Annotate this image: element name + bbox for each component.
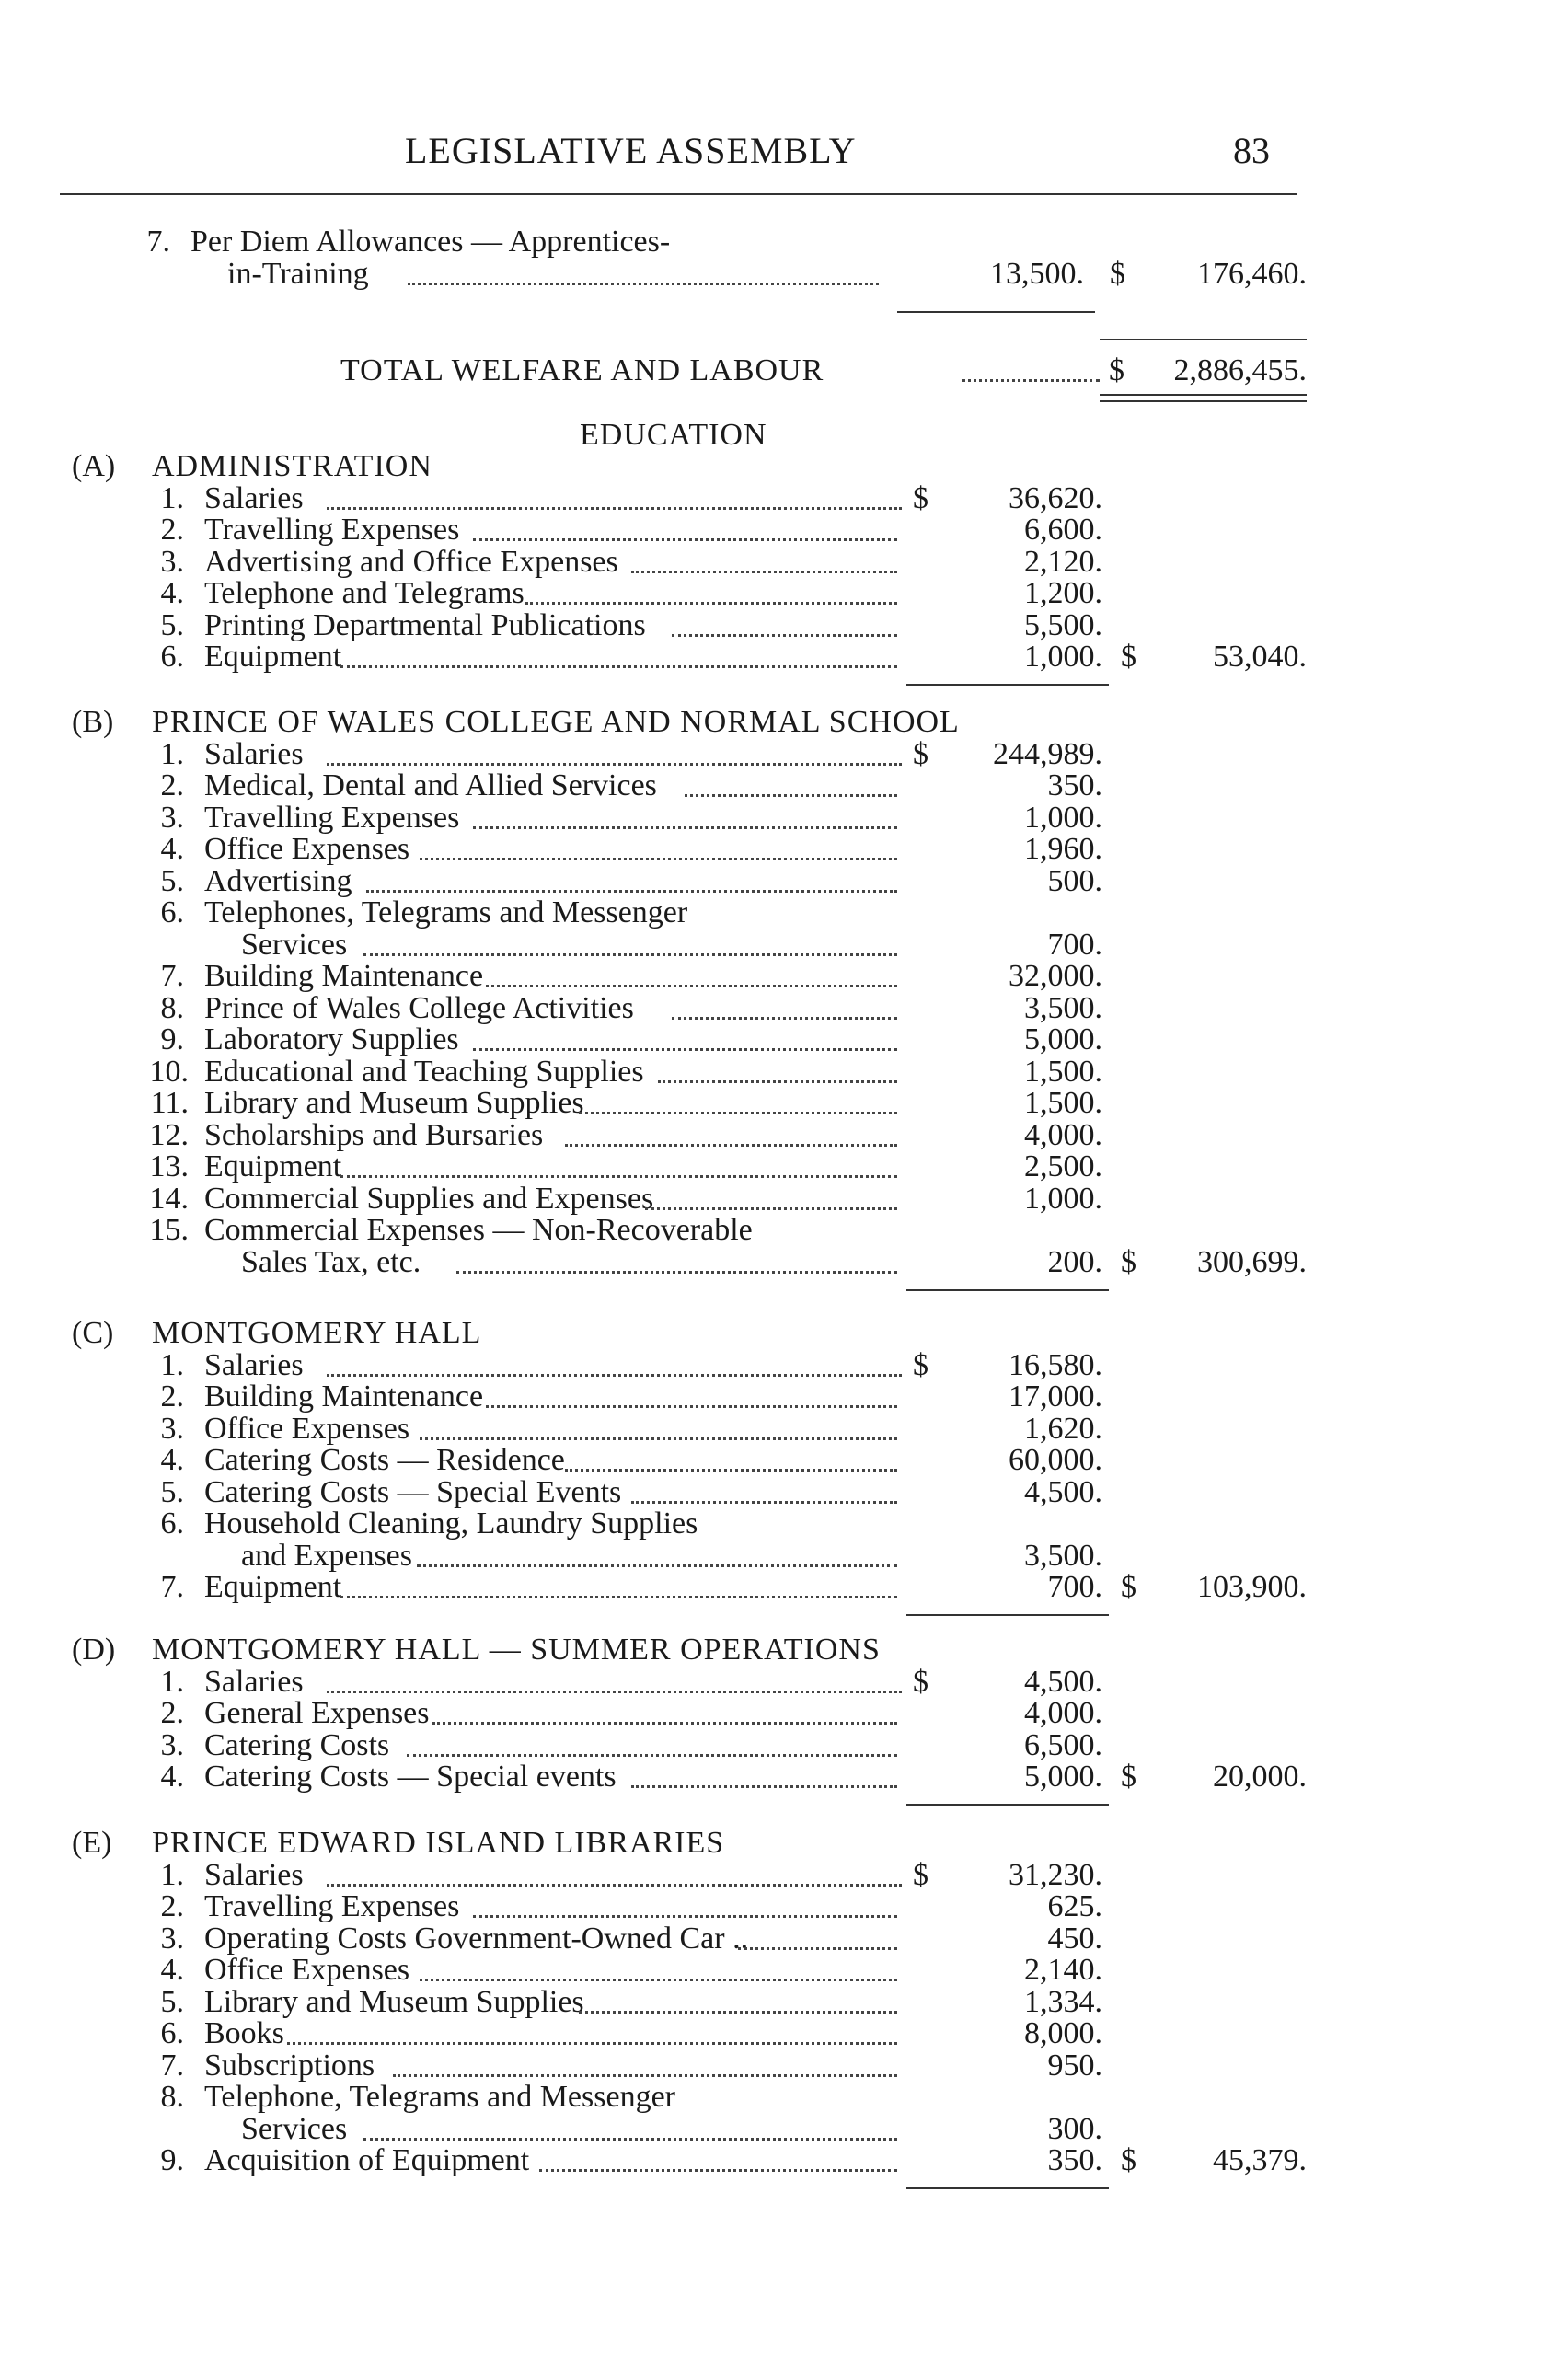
section-total: 45,379. [1213, 2143, 1307, 2177]
item-label: Office Expenses [204, 832, 410, 866]
dot-leader [486, 1405, 897, 1408]
item-amount: 350. [1047, 2143, 1102, 2177]
item-number: 6. [160, 640, 184, 674]
item-label: Travelling Expenses [204, 1889, 460, 1923]
item-number: 6. [160, 1506, 184, 1541]
item-amount: 1,500. [1024, 1054, 1102, 1089]
dot-leader [738, 1947, 897, 1950]
dot-leader [645, 1207, 897, 1210]
item-number: 6. [160, 2016, 184, 2050]
item-label: Travelling Expenses [204, 800, 460, 835]
item-number: 3. [160, 1921, 184, 1956]
item-label: Subscriptions [204, 2048, 375, 2083]
dot-leader [631, 1785, 897, 1788]
item-amount: 1,334. [1024, 1984, 1102, 2019]
dot-leader [565, 1469, 897, 1472]
item-amount: 1,200. [1024, 576, 1102, 610]
item-number: 8. [160, 990, 184, 1025]
dot-leader [631, 1501, 897, 1504]
dot-leader [672, 1017, 897, 1020]
item-amount: 300. [1047, 2111, 1102, 2146]
dollar-sign: $ [1121, 1244, 1136, 1279]
item-amount: 2,140. [1024, 1953, 1102, 1987]
item-label: Commercial Supplies and Expenses [204, 1181, 654, 1216]
dot-leader [631, 571, 897, 573]
item-label: Salaries [204, 1664, 304, 1699]
item-label: Catering Costs — Special events [204, 1760, 617, 1794]
item-number: 7. [146, 225, 170, 259]
item-label: General Expenses [204, 1696, 430, 1730]
item-label: Household Cleaning, Laundry Supplies [204, 1506, 698, 1541]
item-number: 1. [160, 1857, 184, 1892]
item-number: 5. [160, 607, 184, 642]
item-amount: 5,000. [1024, 1022, 1102, 1056]
dot-leader [539, 2169, 897, 2172]
item-label: Telephones, Telegrams and Messenger [204, 895, 688, 929]
item-label: Salaries [204, 736, 304, 771]
item-label: Library and Museum Supplies [204, 1086, 584, 1120]
item-label: Commercial Expenses — Non-Recoverable [204, 1213, 753, 1247]
subtotal-rule [897, 311, 1095, 313]
item-amount: 5,500. [1024, 607, 1102, 642]
dollar-sign: $ [913, 1857, 928, 1892]
dot-leader [473, 1915, 897, 1918]
item-amount: 450. [1047, 1921, 1102, 1956]
item-number: 7. [160, 1570, 184, 1604]
item-amount: 700. [1047, 927, 1102, 962]
grand-total-amount: 2,886,455. [1173, 353, 1307, 387]
dot-leader [327, 1691, 902, 1693]
item-amount: 4,500. [1024, 1664, 1102, 1699]
item-label-continued: Services [241, 2111, 348, 2146]
item-label: Equipment [204, 640, 342, 674]
item-amount: 244,989. [993, 736, 1102, 771]
item-label: Building Maintenance [204, 959, 484, 993]
dollar-sign: $ [1121, 1760, 1136, 1794]
item-amount: 4,000. [1024, 1117, 1102, 1152]
grand-total-rule-top [1100, 339, 1307, 340]
item-amount: 5,000. [1024, 1760, 1102, 1794]
section-letter: (C) [72, 1316, 114, 1350]
item-label: Travelling Expenses [204, 513, 460, 547]
dot-leader [432, 1722, 897, 1725]
section-heading: MONTGOMERY HALL [152, 1316, 482, 1350]
item-label: Salaries [204, 480, 304, 515]
item-number: 4. [160, 832, 184, 866]
dollar-sign: $ [913, 1347, 928, 1382]
item-amount: 31,230. [1009, 1857, 1102, 1892]
dollar-sign: $ [913, 736, 928, 771]
item-number: 4. [160, 576, 184, 610]
section-heading: ADMINISTRATION [152, 449, 432, 483]
item-label: Prince of Wales College Activities [204, 990, 634, 1025]
subtotal-rule [906, 1289, 1109, 1291]
item-number: 10. [149, 1054, 189, 1089]
dot-leader [363, 2138, 897, 2141]
dot-leader [407, 1754, 897, 1757]
item-label-continued: Sales Tax, etc. [241, 1244, 421, 1279]
dot-leader [565, 1144, 897, 1147]
item-amount: 1,000. [1024, 1181, 1102, 1216]
item-amount: 4,500. [1024, 1474, 1102, 1509]
item-label: Building Maintenance [204, 1379, 484, 1414]
item-label: Advertising [204, 863, 352, 898]
dollar-sign: $ [1121, 640, 1136, 674]
section-letter: (E) [72, 1826, 112, 1860]
grand-total-double-rule [1100, 394, 1307, 402]
item-amount: 17,000. [1009, 1379, 1102, 1414]
item-number: 2. [160, 1379, 184, 1414]
item-amount: 2,120. [1024, 544, 1102, 579]
item-number: 5. [160, 1984, 184, 2019]
item-label-continued: and Expenses [241, 1538, 413, 1573]
dot-leader [962, 379, 1100, 382]
dot-leader [579, 1112, 897, 1114]
section-letter: (A) [72, 449, 116, 483]
item-amount: 16,580. [1009, 1347, 1102, 1382]
item-amount: 60,000. [1009, 1443, 1102, 1477]
dot-leader [366, 890, 897, 893]
item-number: 15. [149, 1213, 189, 1247]
section-heading: MONTGOMERY HALL — SUMMER OPERATIONS [152, 1633, 881, 1667]
section-total: 103,900. [1197, 1570, 1307, 1604]
dot-leader [486, 985, 897, 987]
section-heading: PRINCE EDWARD ISLAND LIBRARIES [152, 1826, 725, 1860]
item-label: Telephone and Telegrams [204, 576, 525, 610]
item-number: 3. [160, 544, 184, 579]
dollar-sign: $ [1121, 1570, 1136, 1604]
item-number: 13. [149, 1149, 189, 1183]
dot-leader [456, 1271, 897, 1274]
dot-leader [473, 1048, 897, 1051]
item-number: 14. [149, 1181, 189, 1216]
section-total: 53,040. [1213, 640, 1307, 674]
dot-leader [327, 763, 902, 766]
item-number: 5. [160, 863, 184, 898]
item-number: 3. [160, 1727, 184, 1762]
item-label: Educational and Teaching Supplies [204, 1054, 644, 1089]
item-label: Per Diem Allowances — Apprentices- [190, 225, 671, 259]
dot-leader [473, 538, 897, 541]
item-label: Operating Costs Government-Owned Car .. [204, 1921, 749, 1956]
section-total: 300,699. [1197, 1244, 1307, 1279]
item-label: Telephone, Telegrams and Messenger [204, 2080, 675, 2114]
item-label: Acquisition of Equipment [204, 2143, 530, 2177]
dollar-sign: $ [913, 480, 928, 515]
item-number: 12. [149, 1117, 189, 1152]
dollar-sign: $ [913, 1664, 928, 1699]
section-letter: (B) [72, 705, 114, 739]
item-amount: 1,960. [1024, 832, 1102, 866]
item-amount: 950. [1047, 2048, 1102, 2083]
item-label: Printing Departmental Publications [204, 607, 646, 642]
item-label: Salaries [204, 1347, 304, 1382]
item-number: 7. [160, 2048, 184, 2083]
item-label: Catering Costs — Special Events [204, 1474, 622, 1509]
item-label: Advertising and Office Expenses [204, 544, 618, 579]
item-label-continued: Services [241, 927, 348, 962]
item-number: 11. [150, 1086, 189, 1120]
dollar-sign: $ [1109, 353, 1124, 387]
item-amount: 1,000. [1024, 640, 1102, 674]
section-heading: PRINCE OF WALES COLLEGE AND NORMAL SCHOOL [152, 705, 960, 739]
section-letter: (D) [72, 1633, 116, 1667]
dot-leader [340, 1596, 897, 1598]
item-number: 3. [160, 800, 184, 835]
item-label: Library and Museum Supplies [204, 1984, 584, 2019]
item-number: 9. [160, 2143, 184, 2177]
item-number: 1. [160, 480, 184, 515]
dollar-sign: $ [1121, 2143, 1136, 2177]
dot-leader [672, 634, 897, 637]
page-header-title: LEGISLATIVE ASSEMBLY [405, 130, 857, 171]
item-label: Catering Costs [204, 1727, 390, 1762]
item-amount: 500. [1047, 863, 1102, 898]
section-total: 20,000. [1213, 1760, 1307, 1794]
department-heading: EDUCATION [580, 418, 767, 452]
item-amount: 700. [1047, 1570, 1102, 1604]
subtotal-rule [906, 1804, 1109, 1806]
item-label: Equipment [204, 1149, 342, 1183]
item-amount: 1,500. [1024, 1086, 1102, 1120]
dot-leader [685, 794, 897, 797]
item-amount: 200. [1047, 1244, 1102, 1279]
subtotal-rule [906, 684, 1109, 686]
item-amount: 1,620. [1024, 1411, 1102, 1446]
item-label: Office Expenses [204, 1953, 410, 1987]
item-amount: 3,500. [1024, 990, 1102, 1025]
item-amount: 8,000. [1024, 2016, 1102, 2050]
item-amount: 2,500. [1024, 1149, 1102, 1183]
item-number: 6. [160, 895, 184, 929]
item-number: 2. [160, 768, 184, 802]
dot-leader [525, 602, 897, 605]
dot-leader [327, 507, 902, 510]
page-number: 83 [1233, 130, 1270, 171]
item-amount: 1,000. [1024, 800, 1102, 835]
dot-leader [420, 858, 897, 860]
item-number: 1. [160, 1347, 184, 1382]
dot-leader [420, 1437, 897, 1440]
dot-leader [408, 283, 879, 285]
item-amount: 4,000. [1024, 1696, 1102, 1730]
header-rule [60, 193, 1297, 195]
item-label-continued: in-Training [227, 256, 369, 291]
subtotal-rule [906, 2187, 1109, 2189]
dot-leader [363, 953, 897, 956]
item-label: Laboratory Supplies [204, 1022, 459, 1056]
item-number: 8. [160, 2080, 184, 2114]
item-number: 2. [160, 1889, 184, 1923]
item-amount: 3,500. [1024, 1538, 1102, 1573]
item-amount: 36,620. [1009, 480, 1102, 515]
item-number: 1. [160, 1664, 184, 1699]
dot-leader [658, 1080, 897, 1083]
item-number: 1. [160, 736, 184, 771]
subtotal-rule [906, 1614, 1109, 1616]
dot-leader [417, 1564, 897, 1567]
item-label: Catering Costs — Residence [204, 1443, 565, 1477]
dot-leader [340, 665, 897, 668]
item-number: 5. [160, 1474, 184, 1509]
dot-leader [579, 2011, 897, 2014]
dot-leader [420, 1979, 897, 1981]
item-number: 2. [160, 1696, 184, 1730]
item-amount: 13,500. [990, 256, 1084, 291]
dot-leader [340, 1175, 897, 1178]
item-amount: 6,500. [1024, 1727, 1102, 1762]
dot-leader [473, 826, 897, 829]
item-label: Salaries [204, 1857, 304, 1892]
grand-total-label: TOTAL WELFARE AND LABOUR [340, 353, 824, 387]
item-number: 9. [160, 1022, 184, 1056]
item-label: Scholarships and Bursaries [204, 1117, 544, 1152]
item-number: 7. [160, 959, 184, 993]
item-label: Office Expenses [204, 1411, 410, 1446]
item-number: 2. [160, 513, 184, 547]
item-amount: 350. [1047, 768, 1102, 802]
dot-leader [393, 2074, 897, 2077]
item-number: 4. [160, 1443, 184, 1477]
dot-leader [327, 1374, 902, 1377]
item-amount: 32,000. [1009, 959, 1102, 993]
item-label: Books [204, 2016, 284, 2050]
item-number: 3. [160, 1411, 184, 1446]
item-label: Equipment [204, 1570, 342, 1604]
dot-leader [327, 1884, 902, 1887]
item-number: 4. [160, 1953, 184, 1987]
dollar-sign: $ [1110, 256, 1125, 291]
item-amount: 6,600. [1024, 513, 1102, 547]
item-number: 4. [160, 1760, 184, 1794]
item-amount: 625. [1047, 1889, 1102, 1923]
section-total: 176,460. [1197, 256, 1307, 291]
item-label: Medical, Dental and Allied Services [204, 768, 657, 802]
dot-leader [287, 2042, 897, 2045]
